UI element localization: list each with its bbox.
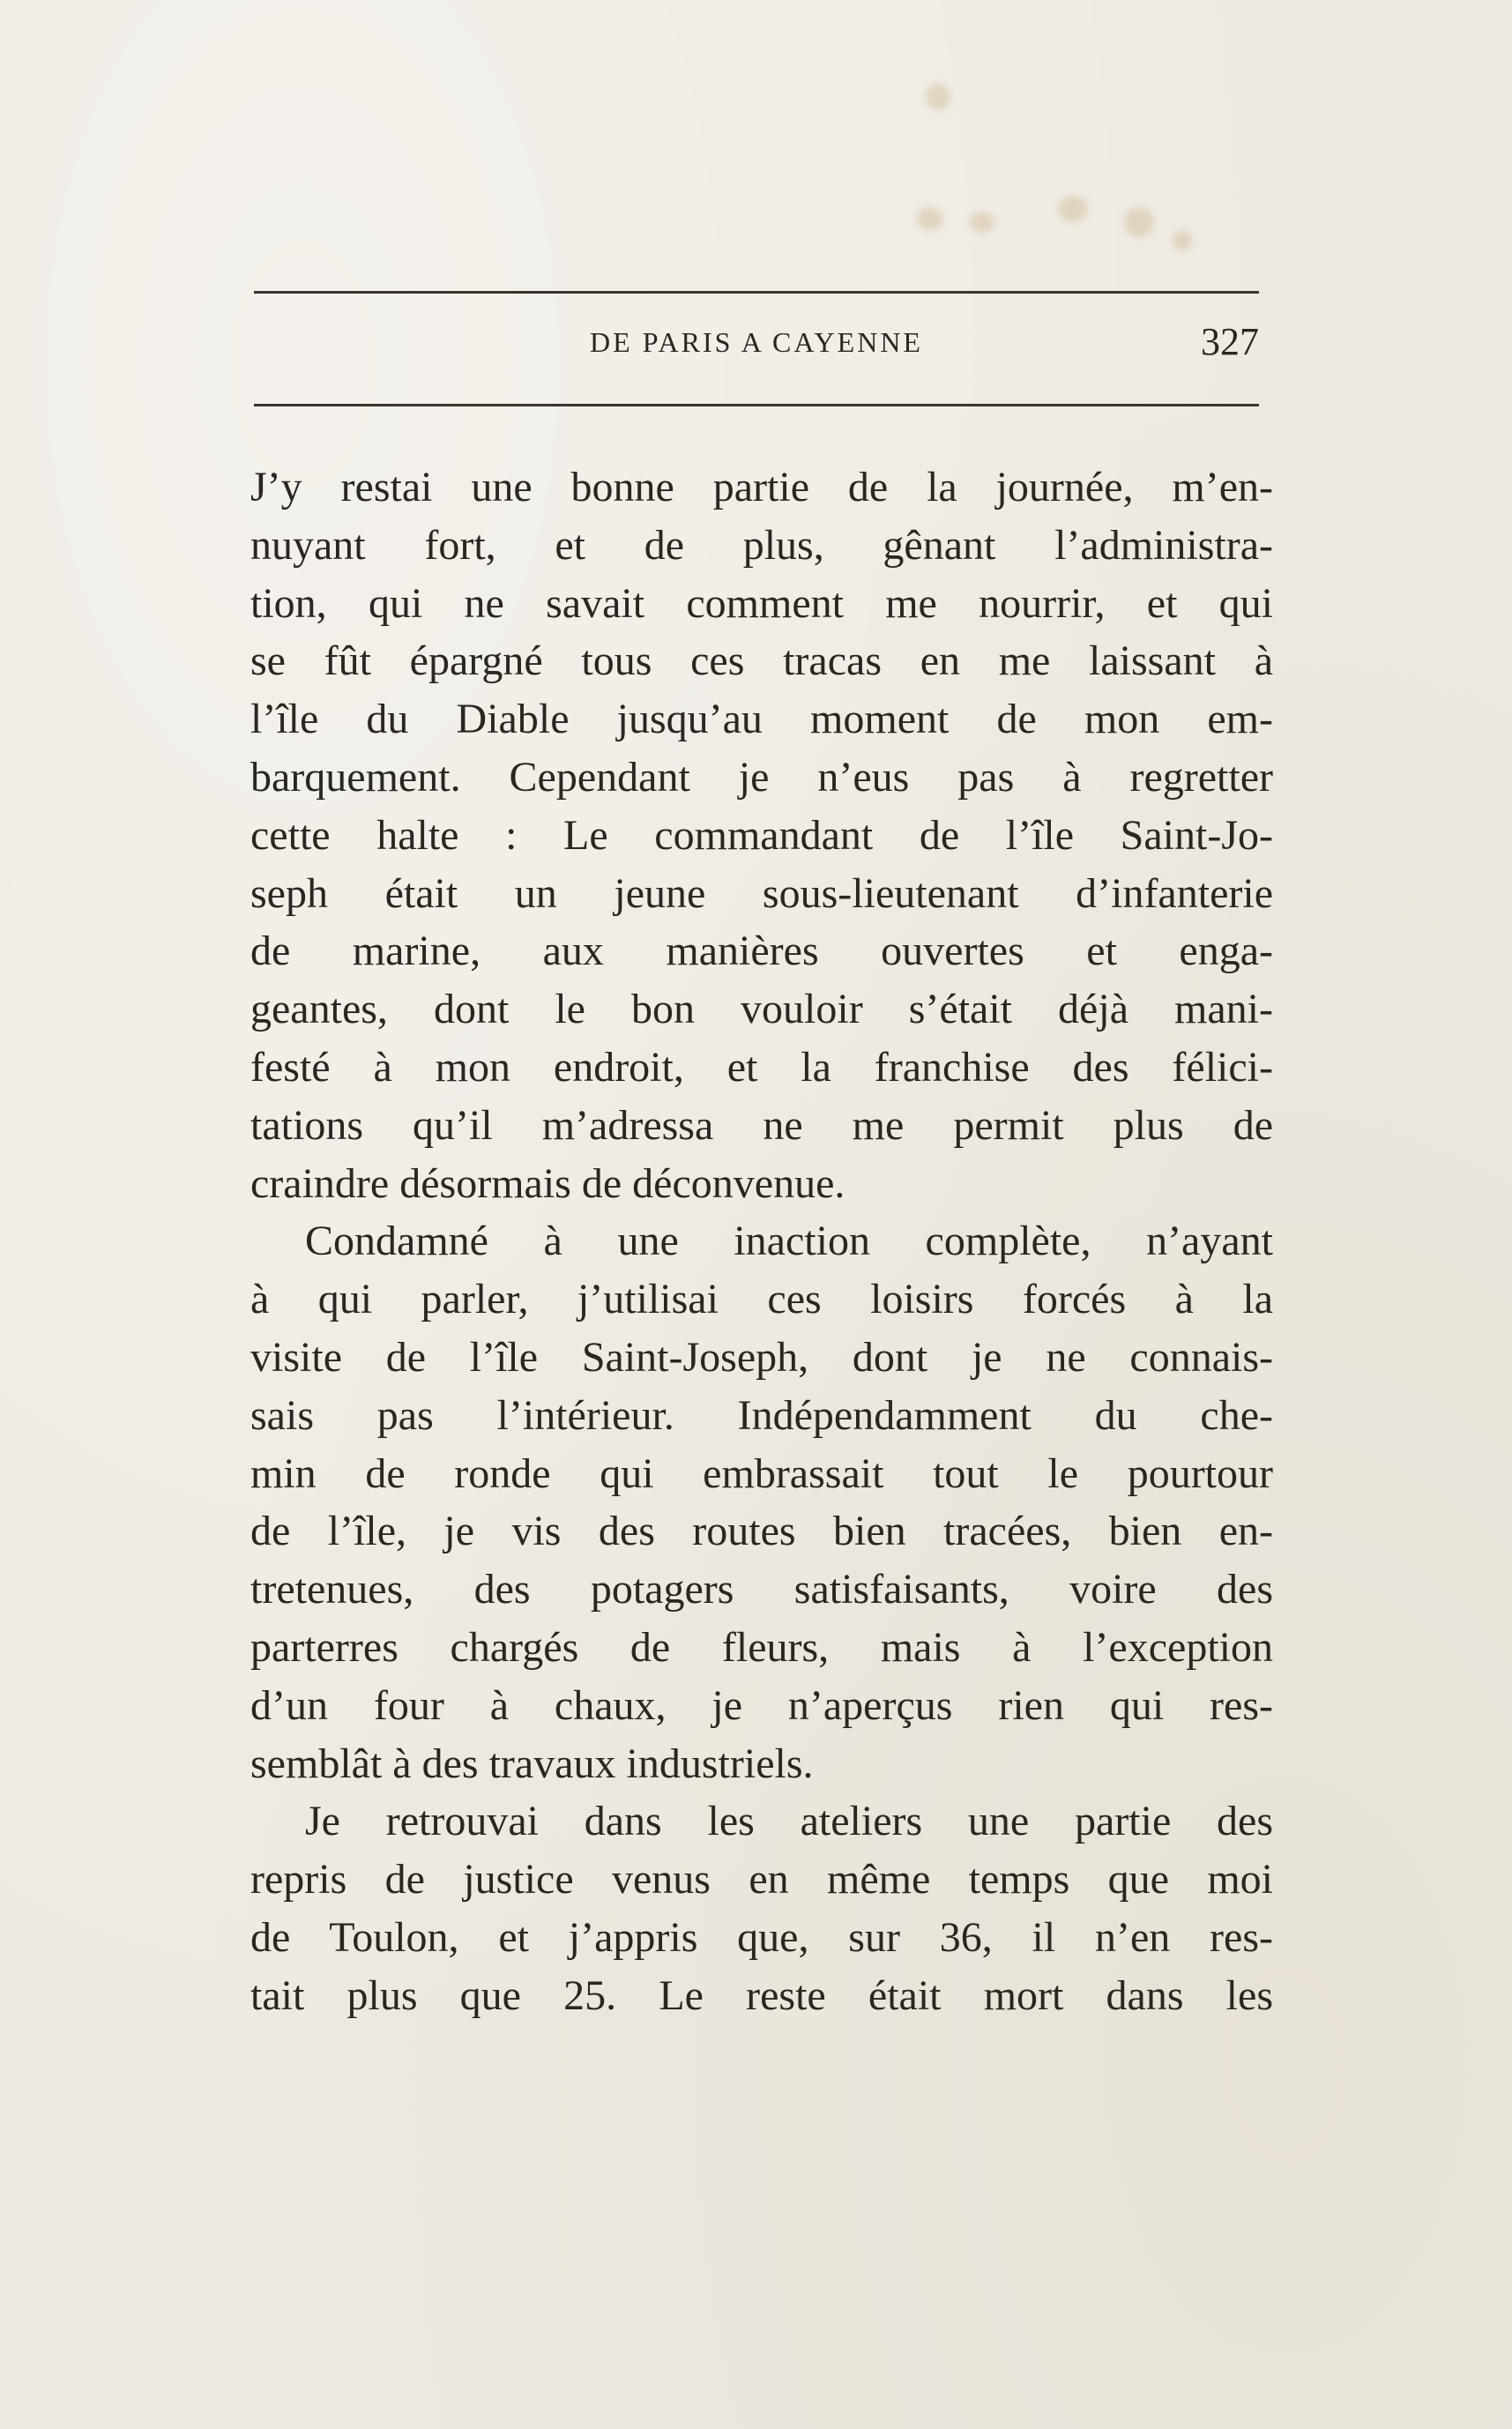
header-top-rule [254, 291, 1259, 294]
text-line: seph était un jeune sous-lieutenant d’infanterie [250, 869, 1273, 917]
text-line: parterres chargés de fleurs, mais à l’exception [250, 1623, 1273, 1671]
page-header [254, 317, 1259, 379]
text-line: semblât à des travaux industriels. [250, 1740, 814, 1787]
text-line: tretenues, des potagers satisfaisants, voire des [250, 1566, 1273, 1613]
text-line: de marine, aux manières ouvertes et enga- [250, 928, 1273, 975]
text-line: tations qu’il m’adressa ne me permit plus de [250, 1101, 1273, 1149]
text-line: l’île du Diable jusqu’au moment de mon em- [250, 696, 1273, 743]
text-line: min de ronde qui embrassait tout le pourtour [250, 1449, 1273, 1497]
running-title: DE PARIS A CAYENNE [590, 326, 923, 358]
ink-stain [970, 212, 994, 233]
ink-stain [1058, 196, 1088, 222]
text-line: d’un four à chaux, je n’aperçus rien qui res- [250, 1681, 1273, 1729]
ink-stain [917, 207, 943, 230]
text-line: de Toulon, et j’appris que, sur 36, il n’en res- [250, 1913, 1273, 1961]
text-line: à qui parler, j’utilisai ces loisirs forcés à la [250, 1276, 1273, 1323]
text-line: tait plus que 25. Le reste était mort dans les [250, 1971, 1273, 2019]
page-number: 327 [1201, 320, 1259, 363]
text-line: de l’île, je vis des routes bien tracées, bien en- [250, 1508, 1273, 1555]
text-line: geantes, dont le bon vouloir s’était déjà mani- [250, 986, 1273, 1033]
text-line: sais pas l’intérieur. Indépendamment du che- [250, 1391, 1273, 1439]
text-line: Je retrouvai dans les ateliers une partie des [305, 1798, 1273, 1845]
text-line: nuyant fort, et de plus, gênant l’administra- [250, 521, 1273, 569]
text-line: se fût épargné tous ces tracas en me laissant à [250, 637, 1273, 685]
ink-stain [1173, 231, 1192, 250]
text-line: Condamné à une inaction complète, n’ayant [305, 1218, 1273, 1265]
text-line: festé à mon endroit, et la franchise des félici- [250, 1043, 1273, 1091]
text-line: cette halte : Le commandant de l’île Saint-Jo- [250, 811, 1273, 859]
text-line: barquement. Cependant je n’eus pas à regretter [250, 753, 1273, 801]
text-line: repris de justice venus en même temps que moi [250, 1856, 1273, 1904]
ink-stain [926, 84, 950, 110]
ink-stain [1124, 207, 1154, 237]
text-line: craindre désormais de déconvenue. [250, 1159, 845, 1207]
text-line: visite de l’île Saint-Joseph, dont je ne connais- [250, 1333, 1273, 1381]
header-bottom-rule [254, 404, 1259, 406]
text-line: J’y restai une bonne partie de la journée, m’en- [250, 464, 1273, 510]
text-line: tion, qui ne savait comment me nourrir, et qui [250, 579, 1273, 627]
body-text [250, 458, 1273, 2025]
